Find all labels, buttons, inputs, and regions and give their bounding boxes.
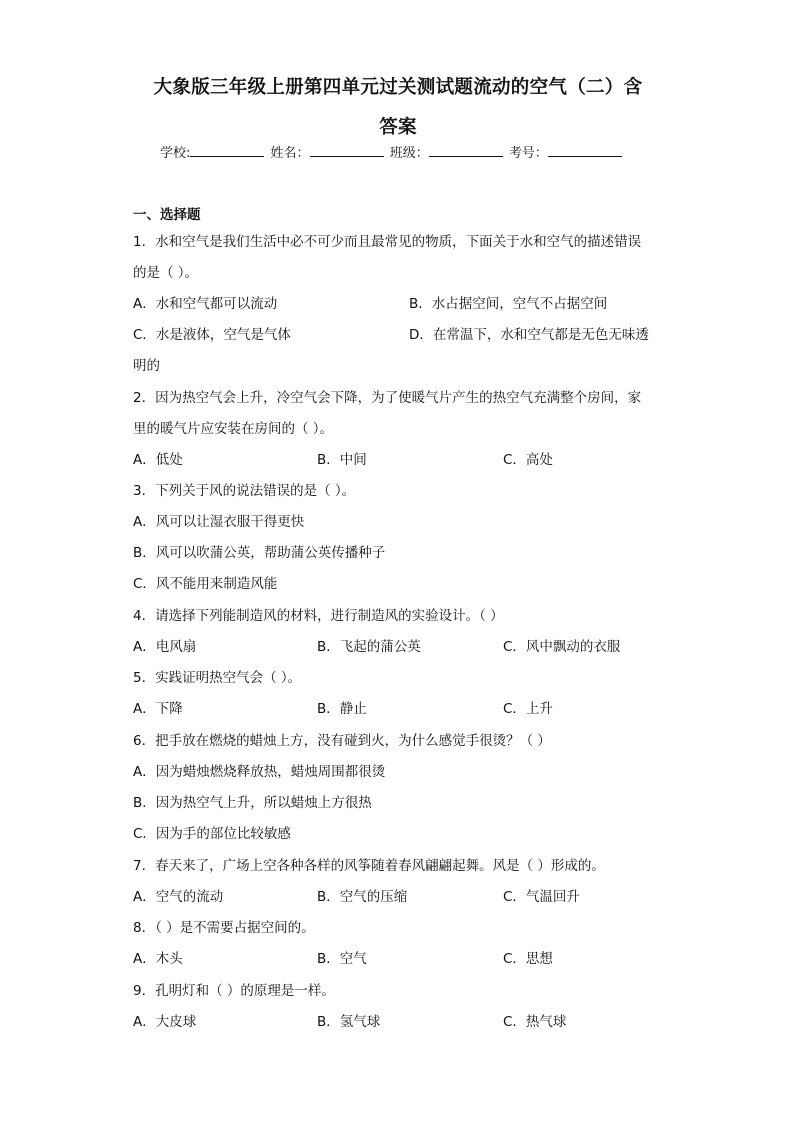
question-5-option-c: C．上升	[503, 701, 553, 717]
question-1-stem-1: 1．水和空气是我们生活中必不可少而且最常见的物质，下面关于水和空气的描述错误	[133, 234, 642, 250]
question-7-option-c: C．气温回升	[503, 889, 580, 905]
question-1-option-d-cont: 明的	[133, 358, 160, 374]
question-6-stem: 6．把手放在燃烧的蜡烛上方，没有碰到火，为什么感觉手很烫？（ ）	[133, 733, 551, 749]
question-4-option-c: C．风中飘动的衣服	[503, 639, 621, 655]
question-5-option-a: A．下降	[133, 701, 183, 717]
title-line-1: 大象版三年级上册第四单元过关测试题流动的空气（二）含	[153, 77, 643, 98]
question-9-option-c: C．热气球	[503, 1014, 567, 1030]
question-1-option-d: D．在常温下，水和空气都是无色无味透	[409, 327, 649, 343]
class-blank[interactable]	[429, 143, 503, 157]
question-8-option-a: A．木头	[133, 951, 183, 967]
student-info-line	[160, 143, 624, 164]
class-label: 班级：	[389, 146, 429, 161]
question-6-option-a: A．因为蜡烛燃烧释放热，蜡烛周围都很烫	[133, 764, 386, 780]
number-blank[interactable]	[548, 143, 622, 157]
question-9-option-b: B．氢气球	[317, 1014, 381, 1030]
question-5-stem: 5．实践证明热空气会（ ）。	[133, 670, 302, 686]
question-8-stem: 8．（ ）是不需要占据空间的。	[133, 920, 315, 936]
question-2-stem-1: 2．因为热空气会上升，冷空气会下降，为了使暖气片产生的热空气充满整个房间，家	[133, 390, 642, 406]
question-7-option-a: A．空气的流动	[133, 889, 224, 905]
question-4-stem: 4．请选择下列能制造风的材料，进行制造风的实验设计。（ ）	[133, 608, 504, 624]
question-8-option-b: B．空气	[317, 951, 367, 967]
question-2-option-a: A．低处	[133, 452, 183, 468]
question-2-stem-2: 里的暖气片应安装在房间的（ ）。	[133, 421, 334, 437]
question-3-option-c: C．风不能用来制造风能	[133, 576, 278, 592]
question-3-stem: 3．下列关于风的说法错误的是（ ）。	[133, 483, 356, 499]
question-5-option-b: B．静止	[317, 701, 367, 717]
section-heading: 一、选择题	[133, 207, 201, 223]
school-label: 学校:	[160, 146, 191, 161]
question-4-option-a: A．电风扇	[133, 639, 197, 655]
question-7-option-b: B．空气的压缩	[317, 889, 408, 905]
question-9-option-a: A．大皮球	[133, 1014, 197, 1030]
question-9-stem: 9．孔明灯和（ ）的原理是一样。	[133, 983, 335, 999]
document-title	[120, 68, 676, 148]
question-2-option-b: B．中间	[317, 452, 367, 468]
question-1-option-c: C．水是液体，空气是气体	[133, 327, 291, 343]
question-3-option-b: B．风可以吹蒲公英，帮助蒲公英传播种子	[133, 545, 386, 561]
question-4-option-b: B．飞起的蒲公英	[317, 639, 421, 655]
question-8-option-c: C．思想	[503, 951, 553, 967]
number-label: 考号：	[508, 146, 548, 161]
question-1-stem-2: 的是（ ）。	[133, 265, 199, 281]
name-label: 姓名：	[270, 146, 310, 161]
question-1-option-a: A．水和空气都可以流动	[133, 296, 278, 312]
question-3-option-a: A．风可以让湿衣服干得更快	[133, 514, 305, 530]
question-7-stem: 7．春天来了，广场上空各种各样的风筝随着春风翩翩起舞。风是（ ）形成的。	[133, 858, 605, 874]
question-2-option-c: C．高处	[503, 452, 553, 468]
question-6-option-c: C．因为手的部位比较敏感	[133, 826, 291, 842]
name-blank[interactable]	[310, 143, 384, 157]
school-blank[interactable]	[190, 143, 264, 157]
question-6-option-b: B．因为热空气上升，所以蜡烛上方很热	[133, 795, 372, 811]
title-line-2: 答案	[379, 117, 417, 138]
question-1-option-b: B．水占据空间，空气不占据空间	[409, 296, 608, 312]
